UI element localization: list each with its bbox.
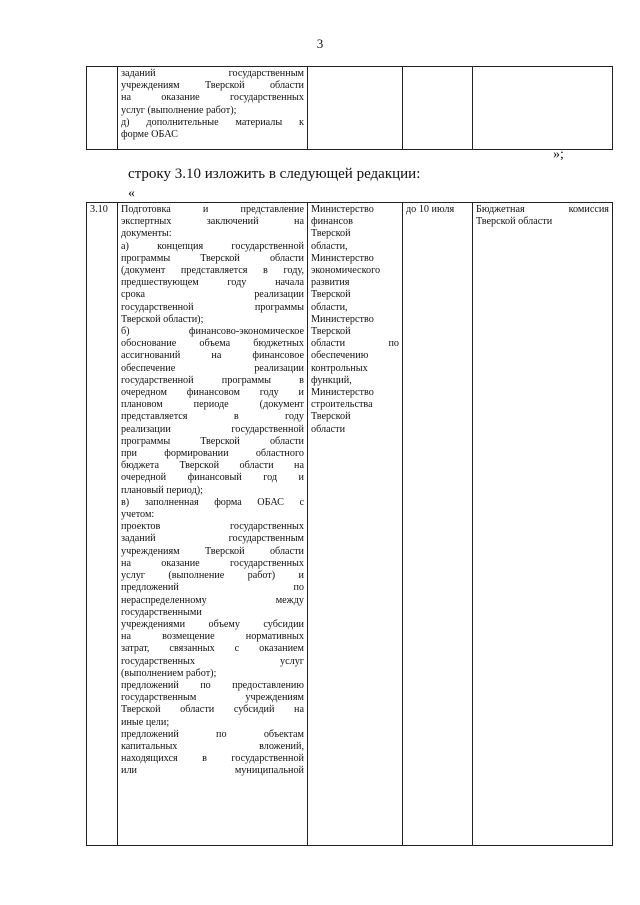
- deadline-cell: [403, 67, 473, 150]
- text-line: контрольных: [311, 362, 368, 374]
- text-line: при формировании областного: [121, 448, 304, 460]
- text-line: государственными: [121, 606, 202, 618]
- text-line: обеспечению: [311, 350, 369, 362]
- text-line: а) концепция государственной: [121, 240, 304, 252]
- text-line: Подготовка и представление: [121, 204, 304, 215]
- row-number-cell: 3.10: [87, 203, 118, 846]
- text-line: учетом:: [121, 509, 155, 521]
- deadline-text: до 10 июля: [406, 204, 455, 215]
- text-line: заданий государственным: [121, 68, 304, 79]
- text-line: функций,: [311, 374, 352, 386]
- text-line: области: [311, 423, 346, 435]
- text-line: государственной программы: [121, 301, 304, 313]
- text-line: очередной финансовый год и: [121, 472, 304, 484]
- text-line: Министерство: [311, 204, 374, 215]
- text-line: капитальных вложений,: [121, 740, 304, 752]
- continued-table-fragment: [86, 66, 613, 150]
- text-line: д) дополнительные материалы к: [121, 116, 304, 128]
- content-cell: [118, 67, 308, 150]
- text-line: экономического: [311, 265, 381, 277]
- text-line: программы Тверской области: [121, 252, 304, 264]
- text-line: Министерство: [311, 313, 374, 325]
- text-line: форме ОБАС: [121, 129, 178, 141]
- text-line: области по: [311, 338, 399, 350]
- text-line: предложений по: [121, 582, 304, 594]
- text-line: строительства: [311, 399, 373, 411]
- text-line: ассигнований на финансовое: [121, 350, 304, 362]
- text-line: предложений по предоставлению: [121, 679, 304, 691]
- text-line: проектов государственных: [121, 521, 304, 533]
- text-line: Тверской области: [476, 216, 553, 228]
- text-line: находящихся в государственной: [121, 753, 304, 765]
- closing-quote: »;: [553, 147, 564, 162]
- instruction-text: строку 3.10 изложить в следующей редакции:: [128, 166, 421, 182]
- text-line: Министерство: [311, 252, 374, 264]
- text-line: б) финансово-экономическое: [121, 326, 304, 338]
- responsible-cell: [308, 203, 403, 846]
- text-line: области,: [311, 240, 348, 252]
- recipient-cell: [473, 67, 613, 150]
- page-number: 3: [316, 36, 324, 51]
- text-line: обоснование объема бюджетных: [121, 338, 304, 350]
- content-cell: [118, 203, 308, 846]
- text-line: бюджета Тверской области на: [121, 460, 304, 472]
- recipient-cell: [473, 203, 613, 846]
- text-line: услуг (выполнение работ);: [121, 104, 237, 116]
- responsible-cell: [308, 67, 403, 150]
- text-line: иные цели;: [121, 716, 170, 728]
- row-number-cell: [87, 67, 118, 150]
- text-line: плановый период);: [121, 484, 203, 496]
- table-row: [87, 203, 613, 846]
- text-line: учреждениям Тверской области: [121, 80, 304, 92]
- text-line: учреждениям Тверской области: [121, 545, 304, 557]
- row-3-10-table: [86, 202, 613, 846]
- text-line: предшествующем году начала: [121, 277, 304, 289]
- text-line: документы:: [121, 228, 172, 240]
- text-line: Тверской: [311, 289, 351, 301]
- text-line: государственным учреждениям: [121, 692, 304, 704]
- text-line: предложений по объектам: [121, 728, 304, 740]
- text-line: заданий государственным: [121, 533, 304, 545]
- text-line: учреждениями объему субсидии: [121, 618, 304, 630]
- text-line: очередном финансовом году и: [121, 387, 304, 399]
- text-line: программы Тверской области: [121, 435, 304, 447]
- text-line: Министерство: [311, 387, 374, 399]
- text-line: Тверской: [311, 228, 351, 240]
- text-line: плановом периоде (документ: [121, 399, 304, 411]
- text-line: реализации государственной: [121, 423, 304, 435]
- text-line: развития: [311, 277, 350, 289]
- text-line: обеспечение реализации: [121, 362, 304, 374]
- text-line: Тверской: [311, 411, 351, 423]
- text-line: на оказание государственных: [121, 557, 304, 569]
- text-line: финансов: [311, 216, 353, 228]
- text-line: (документ представляется в году,: [121, 265, 304, 277]
- text-line: представляется в году: [121, 411, 304, 423]
- text-line: государственных услуг: [121, 655, 304, 667]
- text-line: нераспределенному между: [121, 594, 304, 606]
- text-line: экспертных заключений на: [121, 216, 304, 228]
- text-line: услуг (выполнение работ) и: [121, 570, 304, 582]
- text-line: (выполнением работ);: [121, 667, 217, 679]
- text-line: государственной программы в: [121, 374, 304, 386]
- text-line: области,: [311, 301, 348, 313]
- text-line: Тверской: [311, 326, 351, 338]
- text-line: на возмещение нормативных: [121, 631, 304, 643]
- text-line: Тверской области субсидий на: [121, 704, 304, 716]
- opening-quote: «: [128, 186, 135, 201]
- text-line: Бюджетная комиссия: [476, 204, 609, 215]
- table-row: [87, 67, 613, 150]
- deadline-cell: [403, 203, 473, 846]
- text-line: или муниципальной: [121, 765, 304, 777]
- text-line: срока реализации: [121, 289, 304, 301]
- text-line: затрат, связанных с оказанием: [121, 643, 304, 655]
- text-line: Тверской области);: [121, 313, 204, 325]
- text-line: в) заполненная форма ОБАС с: [121, 496, 304, 508]
- text-line: на оказание государственных: [121, 92, 304, 104]
